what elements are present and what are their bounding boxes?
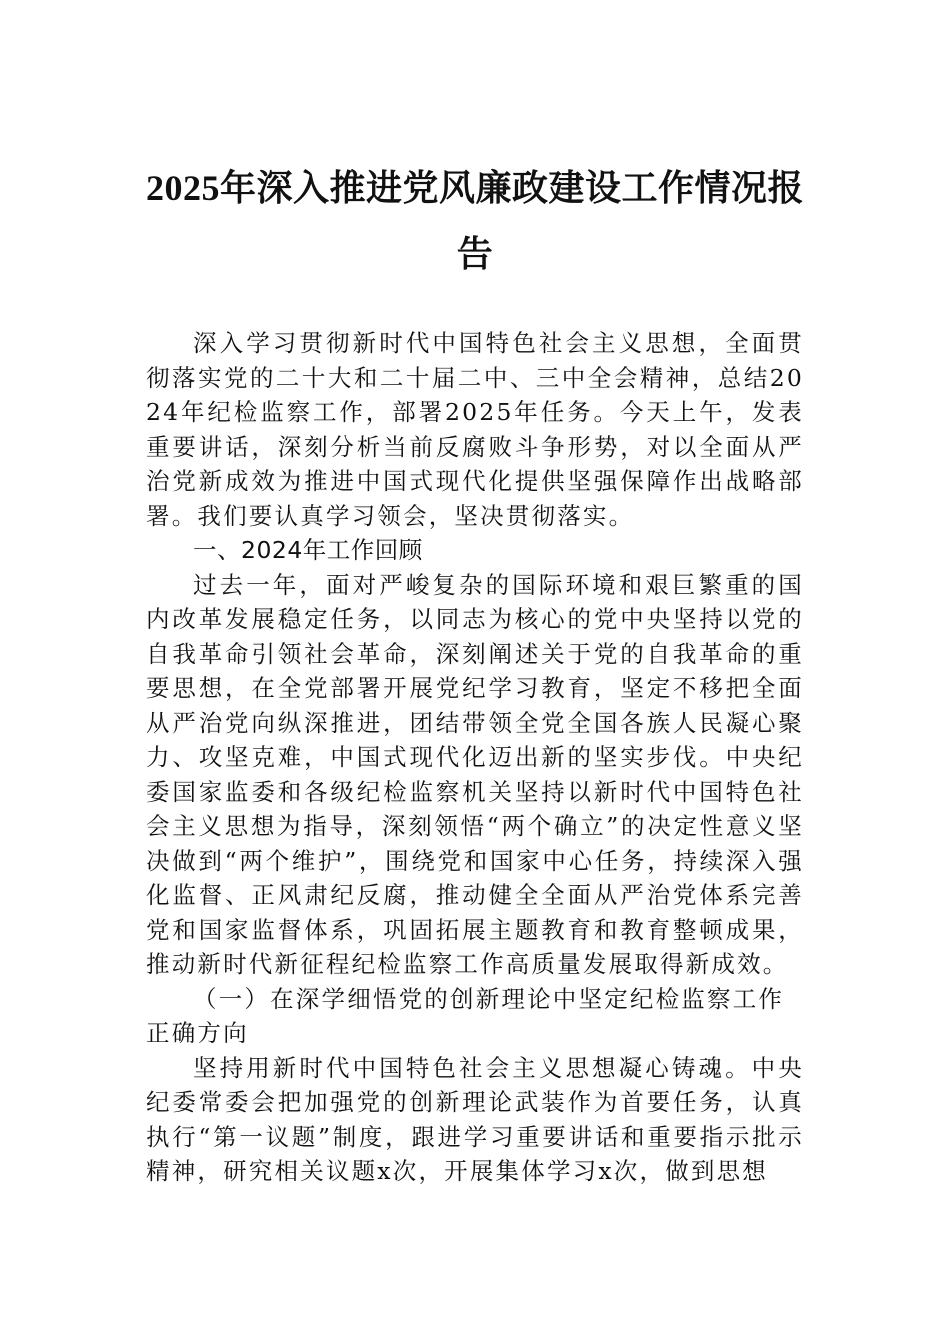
document-page <box>146 0 804 1344</box>
document-title: 2025年深入推进党风廉政建设工作情况报告 <box>145 168 804 274</box>
work-review-paragraph: 过去一年，面对严峻复杂的国际环境和艰巨繁重的国内改革发展稳定任务，以同志为核心的党中央坚持以党的自我革命引领社会革命，深刻阐述关于党的自我革命的重要思想，在全党部署开展党纪学习教育，坚定不移把全面从严治党向纵深推进，团结带领全党全国各族人民凝心聚力、攻坚克难，中国式现代化迈出新的坚实步伐。中央纪委国家监委和各级纪检监察机关坚持以新时代中国特色社会主义思想为指导，深刻领悟“两个确立”的决定性意义坚决做到“两个维护”，围绕党和国家中心任务，持续深入强化监督、正风肃纪反腐，推动健全全面从严治党体系完善党和国家监督体系，巩固拓展主题教育和教育整顿成果，推动新时代新征程纪检监察工作高质量发展取得新成效。 <box>146 570 804 978</box>
document-body <box>146 326 804 1189</box>
theory-paragraph: 坚持用新时代中国特色社会主义思想凝心铸魂。中央纪委常委会把加强党的创新理论武装作为首要任务，认真执行“第一议题”制度，跟进学习重要讲话和重要指示批示精神，研究相关议题x次，开展集体学习x次，做到思想 <box>146 1053 804 1185</box>
section-heading-work-review: 一、2024年工作回顾 <box>193 536 423 564</box>
subsection-heading-theory: （一）在深学细悟党的创新理论中坚定纪检监察工作正确方向 <box>146 984 785 1047</box>
intro-paragraph: 深入学习贯彻新时代中国特色社会主义思想，全面贯彻落实党的二十大和二十届二中、三中全会精神，总结2024年纪检监察工作，部署2025年任务。今天上午，发表重要讲话，深刻分析当前反腐败斗争形势，对以全面从严治党新成效为推进中国式现代化提供坚强保障作出战略部署。我们要认真学习领会，坚决贯彻落实。 <box>146 329 804 530</box>
